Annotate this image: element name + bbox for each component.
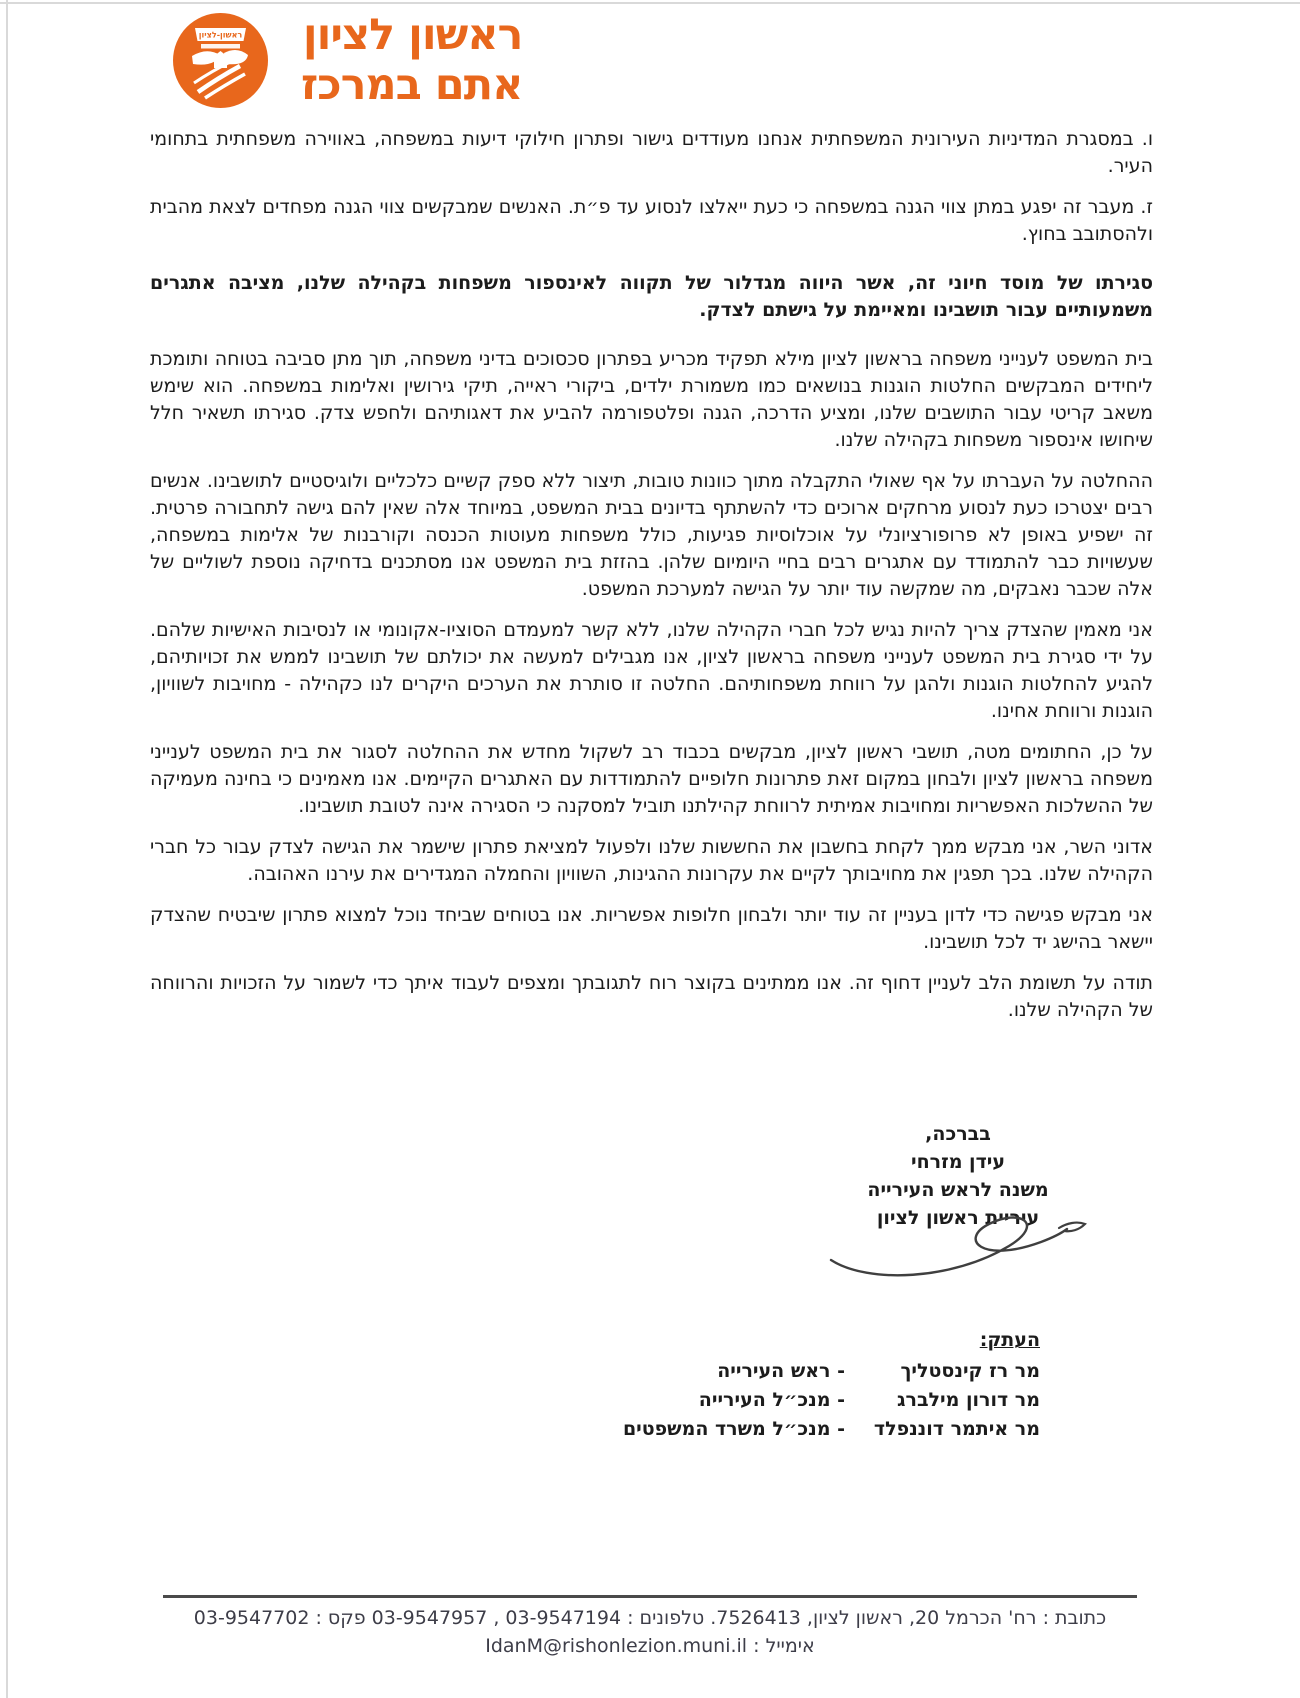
city-emblem-icon [172,12,269,109]
page-footer [163,1595,1137,1660]
copy-list [535,1326,1040,1444]
letter-paragraph: אני מבקש פגישה כדי לדון בעניין זה עוד יותר ולבחון חלופות אפשריות. אנו בטוחים שביחד נוכל למצוא פתרון שיבטיח שהצדק יישאר בהישג יד לכל תושבינו. [150,904,1153,953]
signatory-title: משנה לראש העירייה [867,1179,1049,1201]
letter-body [150,126,1153,1024]
footer-divider [163,1595,1137,1598]
letter-paragraph-emphasis: סגירתו של מוסד חיוני זה, אשר היווה מגדלור של תקווה לאינספור משפחות בקהילה שלנו, מציבה אתגרים משמעותיים עבור תושבינו ומאיימת על גישתם לצדק. [150,272,1153,321]
copy-role: - ראש העירייה [717,1360,845,1382]
logo-title-line1: ראשון לציון [302,10,523,60]
letter-paragraph: ו. במסגרת המדיניות העירונית המשפחתית אנחנו מעודדים גישור ופתרון חילוקי דיעות במשפחה, באווירה משפחתית בתחומי העיר. [150,128,1153,177]
copy-row [535,1415,1040,1444]
signature-block [803,1120,1113,1290]
letter-paragraph: אני מאמין שהצדק צריך להיות נגיש לכל חברי הקהילה שלנו, ללא קשר למעמדם הסוציו-אקונומי או לנסיבות האישיות שלהם. על ידי סגירת בית המשפט לענייני משפחה בראשון לציון, אנו מגבילים למעשה את יכולתם של תושבינו לממש את זכויותיהם, להגיע להחלטות הוגנות ולהגן על רווחת משפחותיהם. החלטה זו סותרת את הערכים היקרים לנו כקהילה - מחויבות לשוויון, הוגנות ורווחת אחינו. [150,619,1153,722]
letter-paragraph: אדוני השר, אני מבקש ממך לקחת בחשבון את החששות שלנו ולפעול למציאת פתרון שישמר את הגישה לצדק עבור כל חברי הקהילה שלנו. בכך תפגין את מחויבותך לקיים את עקרונות ההגינות, השוויון והחמלה המגדירים את עירנו האהובה. [150,836,1153,885]
municipality-logo [172,10,522,110]
copy-role: - מנכ״ל העירייה [698,1389,845,1411]
scan-edge-left [6,0,8,1698]
footer-address-line: כתובת : רח' הכרמל 20, ראשון לציון, 7526413. טלפונים : 03-9547194 , 03-9547957 פקס : 03-9547702 [193,1607,1107,1629]
letter-paragraph: תודה על תשומת הלב לעניין דחוף זה. אנו ממתינים בקוצר רוח לתגובתך ומצפים לעבוד איתך כדי לשמור על הזכויות והרווחה של הקהילה שלנו. [150,972,1153,1021]
copy-role: - מנכ״ל משרד המשפטים [622,1418,845,1440]
letter-paragraph: בית המשפט לענייני משפחה בראשון לציון מילא תפקיד מכריע בפתרון סכסוכים בדיני משפחה, תוך מתן סביבה בטוחה ותומכת ליחידים המבקשים החלטות הוגנות בנושאים כמו משמורת ילדים, ביקורי ראייה, תיקי גירושין ואלימות במשפחה. הוא שימש משאב קריטי עבור התושבים שלנו, ומציע הדרכה, הגנה ופלטפורמה להביע את דאגותיהם ולחפש צדק. סגירתו תשאיר חלל שיחושו אינספור משפחות בקהילה שלנו. [150,348,1153,451]
letter-paragraph: על כן, החתומים מטה, תושבי ראשון לציון, מבקשים בכבוד רב לשקול מחדש את ההחלטה לסגור את בית המשפט לענייני משפחה בראשון לציון ולבחון במקום זאת פתרונות חלופיים להתמודדות עם האתגרים הקיימים. אנו מאמינים כי בחינה מעמיקה של ההשלכות האפשריות ומחויבות אמיתית לרווחת קהילתנו תוביל למסקנה כי הסגירה אינה לטובת תושבינו. [150,741,1153,817]
footer-email-line: אימייל : IdanM@rishonlezion.muni.il [485,1635,815,1657]
copy-row [535,1386,1040,1415]
logo-wordmark [301,10,522,110]
letter-paragraph: ההחלטה על העברתו על אף שאולי התקבלה מתוך כוונות טובות, תיצור ללא ספק קשיים כלכליים ולוגיסטיים לתושבינו. אנשים רבים יצטרכו כעת לנסוע מרחקים ארוכים כדי להשתתף בדיונים בבית המשפט, במיוחד אלה שאין להם גישה לתחבורה פרטית. זה ישפיע באופן לא פרופורציונלי על אוכלוסיות פגיעות, כולל משפחות מעוטות הכנסה וקורבנות של אלימות במשפחה, שעשויות כבר להתמודד עם אתגרים רבים בחיי היומיום שלהן. בהזזת בית המשפט אנו מסתכנים בדחיקה נוספת לשוליים של אלה שכבר נאבקים, מה שמקשה עוד יותר על הגישה למערכת המשפט. [150,470,1153,600]
copy-name: מר דורון מילברג [897,1389,1040,1411]
signatory-organization: עיריית ראשון לציון [876,1207,1040,1229]
letter-paragraph: ז. מעבר זה יפגע במתן צווי הגנה במשפחה כי כעת ייאלצו לנסוע עד פ״ת. האנשים שמבקשים צווי הגנה מפחדים לצאת מהבית ולהסתובב בחוץ. [150,196,1153,245]
copy-name: מר איתמר דוננפלד [873,1418,1040,1440]
copy-name: מר רז קינסטליך [900,1360,1040,1382]
signature-closing: בברכה, [925,1123,991,1145]
emblem-banner-text: ראשון-לציון [198,30,243,39]
logo-title-line2: אתם במרכז [301,60,523,110]
signatory-name: עידן מזרחי [911,1151,1005,1173]
copy-row [535,1357,1040,1386]
copy-list-heading: העתק: [979,1329,1040,1351]
